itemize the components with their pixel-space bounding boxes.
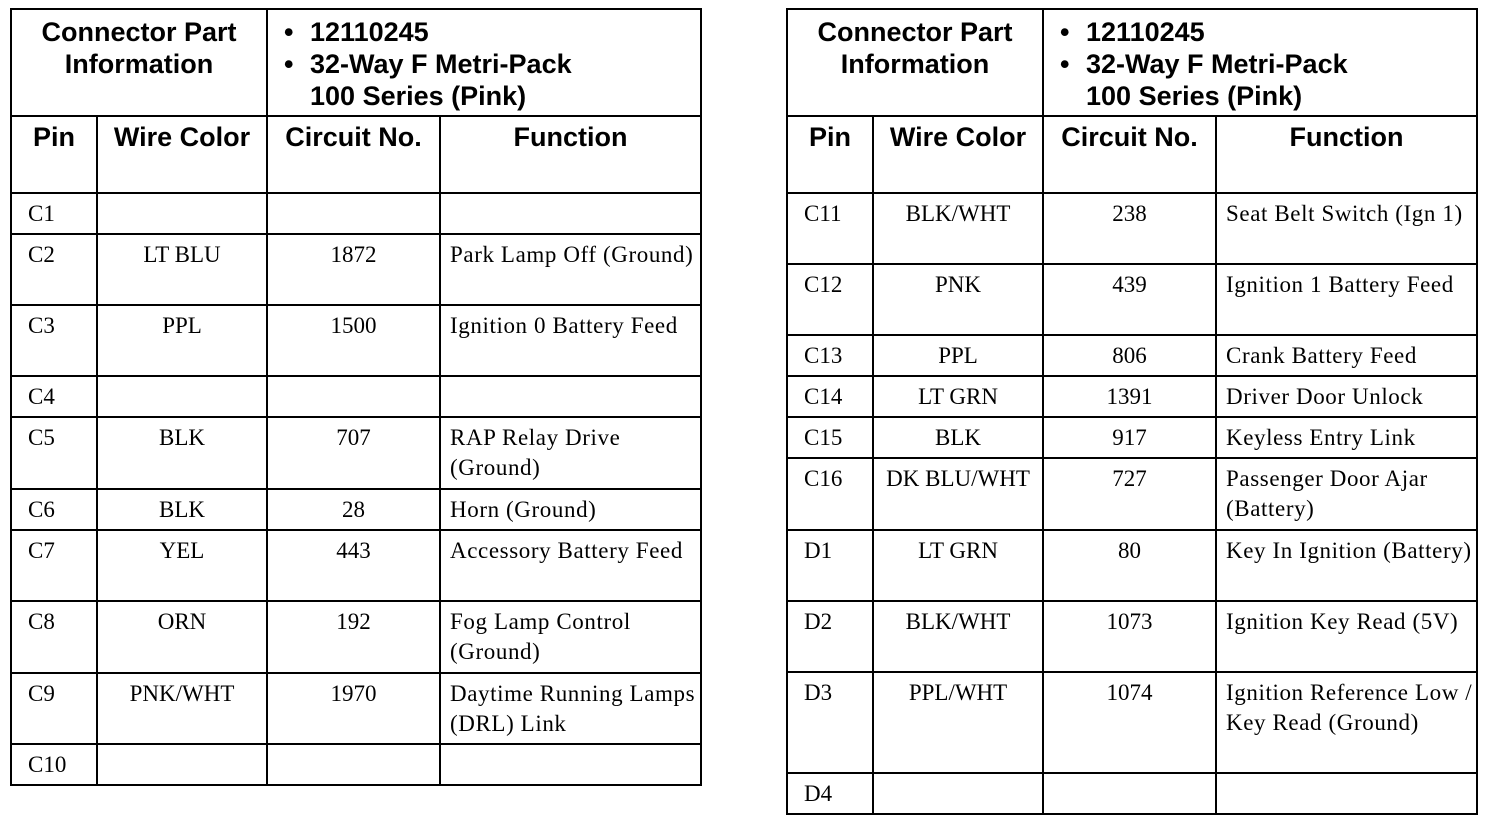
pin-cell: C11 (787, 193, 873, 264)
circuit-cell: 192 (267, 601, 440, 673)
circuit-cell: 1391 (1043, 376, 1216, 417)
wire-color-cell: DK BLU/WHT (873, 458, 1043, 530)
pin-cell: C2 (11, 234, 97, 305)
col-header-wire-color: Wire Color (97, 116, 267, 193)
wire-color-cell: PPL (97, 305, 267, 376)
pin-cell: C3 (11, 305, 97, 376)
table-row (787, 417, 1477, 458)
wire-color-cell: LT GRN (873, 376, 1043, 417)
function-cell: Accessory Battery Feed (440, 530, 701, 601)
wire-color-cell (97, 744, 267, 785)
function-cell: Crank Battery Feed (1216, 335, 1477, 376)
col-header-pin: Pin (787, 116, 873, 193)
function-cell: Fog Lamp Control (Ground) (440, 601, 701, 673)
part-info (267, 9, 701, 116)
pin-cell: C15 (787, 417, 873, 458)
pin-cell: C9 (11, 673, 97, 744)
wire-color-cell: PPL/WHT (873, 672, 1043, 773)
part-info (1043, 9, 1477, 116)
table-row (11, 193, 701, 234)
circuit-cell: 707 (267, 417, 440, 489)
table-row (11, 305, 701, 376)
function-cell: Ignition 1 Battery Feed (1216, 264, 1477, 335)
connector-table-left (10, 8, 702, 786)
wire-color-cell: BLK/WHT (873, 193, 1043, 264)
table-row (787, 335, 1477, 376)
pin-cell: D3 (787, 672, 873, 773)
function-cell: Driver Door Unlock (1216, 376, 1477, 417)
function-cell: Passenger Door Ajar (Battery) (1216, 458, 1477, 530)
function-cell (440, 744, 701, 785)
col-header-function: Function (440, 116, 701, 193)
function-cell: Daytime Running Lamps (DRL) Link (440, 673, 701, 744)
circuit-cell: 439 (1043, 264, 1216, 335)
pin-cell: C12 (787, 264, 873, 335)
connector-table-right (786, 8, 1478, 815)
table-row (11, 530, 701, 601)
pin-cell: D2 (787, 601, 873, 672)
table-row (787, 264, 1477, 335)
table-row (787, 601, 1477, 672)
pin-cell: C8 (11, 601, 97, 673)
pin-cell: C5 (11, 417, 97, 489)
pin-cell: D1 (787, 530, 873, 601)
table-row (11, 376, 701, 417)
connector-type: • 32-Way F Metri-Pack (1086, 48, 1476, 80)
table-row (787, 672, 1477, 773)
wire-color-cell: LT BLU (97, 234, 267, 305)
col-header-wire-color: Wire Color (873, 116, 1043, 193)
wire-color-cell (97, 193, 267, 234)
connector-series: 100 Series (Pink) (1086, 81, 1303, 111)
table-row (11, 673, 701, 744)
function-cell (1216, 773, 1477, 814)
pin-cell: C16 (787, 458, 873, 530)
pin-cell: C13 (787, 335, 873, 376)
table-row (11, 489, 701, 530)
circuit-cell: 1872 (267, 234, 440, 305)
col-header-function: Function (1216, 116, 1477, 193)
wire-color-cell: BLK (97, 489, 267, 530)
col-header-pin: Pin (11, 116, 97, 193)
circuit-cell: 806 (1043, 335, 1216, 376)
wire-color-cell (97, 376, 267, 417)
table-row (11, 601, 701, 673)
circuit-cell: 1500 (267, 305, 440, 376)
function-cell (440, 193, 701, 234)
col-header-circuit-no: Circuit No. (1043, 116, 1216, 193)
pin-cell: C14 (787, 376, 873, 417)
circuit-cell: 917 (1043, 417, 1216, 458)
function-cell: Keyless Entry Link (1216, 417, 1477, 458)
pin-cell: C10 (11, 744, 97, 785)
part-number: • 12110245 (1086, 16, 1476, 48)
pin-cell: C1 (11, 193, 97, 234)
circuit-cell (267, 376, 440, 417)
wire-color-cell: LT GRN (873, 530, 1043, 601)
wire-color-cell: YEL (97, 530, 267, 601)
circuit-cell: 80 (1043, 530, 1216, 601)
table-row (787, 773, 1477, 814)
wire-color-cell (873, 773, 1043, 814)
function-cell: Ignition Key Read (5V) (1216, 601, 1477, 672)
table-row (787, 376, 1477, 417)
table-row (787, 530, 1477, 601)
function-cell (440, 376, 701, 417)
pin-table (786, 8, 1478, 815)
circuit-cell: 727 (1043, 458, 1216, 530)
function-cell: Ignition 0 Battery Feed (440, 305, 701, 376)
circuit-cell (267, 744, 440, 785)
circuit-cell: 443 (267, 530, 440, 601)
function-cell: Key In Ignition (Battery) (1216, 530, 1477, 601)
wire-color-cell: BLK/WHT (873, 601, 1043, 672)
connector-series: 100 Series (Pink) (310, 81, 527, 111)
table-row (787, 193, 1477, 264)
circuit-cell: 28 (267, 489, 440, 530)
connector-part-info-title: Connector Part Information (787, 9, 1043, 116)
table-row (11, 417, 701, 489)
wire-color-cell: BLK (873, 417, 1043, 458)
wire-color-cell: PNK/WHT (97, 673, 267, 744)
col-header-circuit-no: Circuit No. (267, 116, 440, 193)
wire-color-cell: PPL (873, 335, 1043, 376)
function-cell: Ignition Reference Low / Key Read (Ground) (1216, 672, 1477, 773)
connector-type: • 32-Way F Metri-Pack (310, 48, 700, 80)
wire-color-cell: ORN (97, 601, 267, 673)
wire-color-cell: PNK (873, 264, 1043, 335)
table-row (787, 458, 1477, 530)
pin-cell: D4 (787, 773, 873, 814)
function-cell: Park Lamp Off (Ground) (440, 234, 701, 305)
table-row (11, 234, 701, 305)
function-cell: Horn (Ground) (440, 489, 701, 530)
table-row (11, 744, 701, 785)
circuit-cell: 1970 (267, 673, 440, 744)
circuit-cell: 238 (1043, 193, 1216, 264)
function-cell: RAP Relay Drive (Ground) (440, 417, 701, 489)
circuit-cell (1043, 773, 1216, 814)
circuit-cell: 1074 (1043, 672, 1216, 773)
part-number: • 12110245 (310, 16, 700, 48)
pin-cell: C4 (11, 376, 97, 417)
pin-cell: C6 (11, 489, 97, 530)
circuit-cell (267, 193, 440, 234)
pin-cell: C7 (11, 530, 97, 601)
circuit-cell: 1073 (1043, 601, 1216, 672)
pin-table (10, 8, 702, 786)
function-cell: Seat Belt Switch (Ign 1) (1216, 193, 1477, 264)
connector-part-info-title: Connector Part Information (11, 9, 267, 116)
wire-color-cell: BLK (97, 417, 267, 489)
